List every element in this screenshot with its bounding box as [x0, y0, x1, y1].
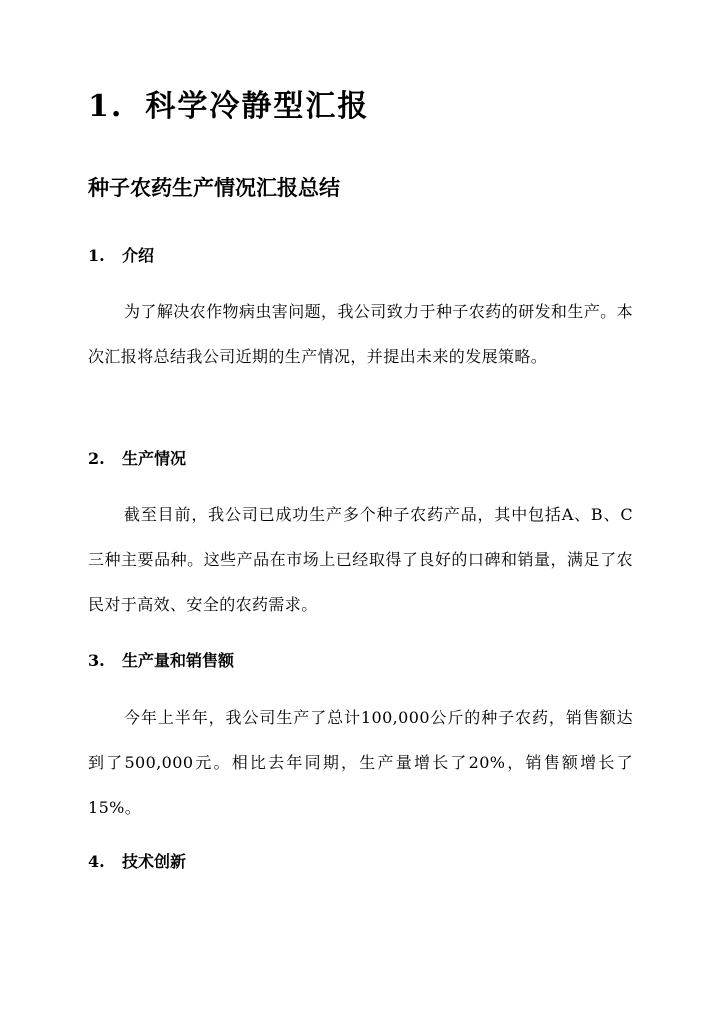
document-title-number: 1.: [88, 89, 124, 124]
section-number: 1.: [88, 246, 105, 265]
document-title: [88, 86, 369, 128]
document-page: [88, 0, 633, 1017]
section-heading-tech-innovation: [88, 849, 186, 875]
section-heading-output-sales: [88, 648, 234, 674]
section-number: 3.: [88, 651, 105, 670]
section-body-output-sales: 今年上半年，我公司生产了总计100,000公斤的种子农药，销售额达到了500,000元。相比去年同期，生产量增长了20%，销售额增长了15%。: [88, 708, 633, 817]
section-number: 4.: [88, 852, 105, 871]
section-heading-text: 生产情况: [122, 449, 187, 468]
document-title-text: 科学冷静型汇报: [145, 89, 370, 124]
document-subtitle: 种子农药生产情况汇报总结: [88, 175, 340, 200]
section-heading-text: 技术创新: [122, 852, 187, 871]
section-heading-introduction: [88, 243, 154, 269]
section-body-production: 截至目前，我公司已成功生产多个种子农药产品，其中包括A、B、C三种主要品种。这些产品在市场上已经取得了良好的口碑和销量，满足了农民对于高效、安全的农药需求。: [88, 505, 633, 614]
section-body-introduction: 为了解决农作物病虫害问题，我公司致力于种子农药的研发和生产。本次汇报将总结我公司近期的生产情况，并提出未来的发展策略。: [88, 302, 633, 366]
section-heading-text: 介绍: [122, 246, 155, 265]
section-heading-text: 生产量和销售额: [122, 651, 235, 670]
section-heading-production: [88, 446, 186, 472]
section-number: 2.: [88, 449, 105, 468]
